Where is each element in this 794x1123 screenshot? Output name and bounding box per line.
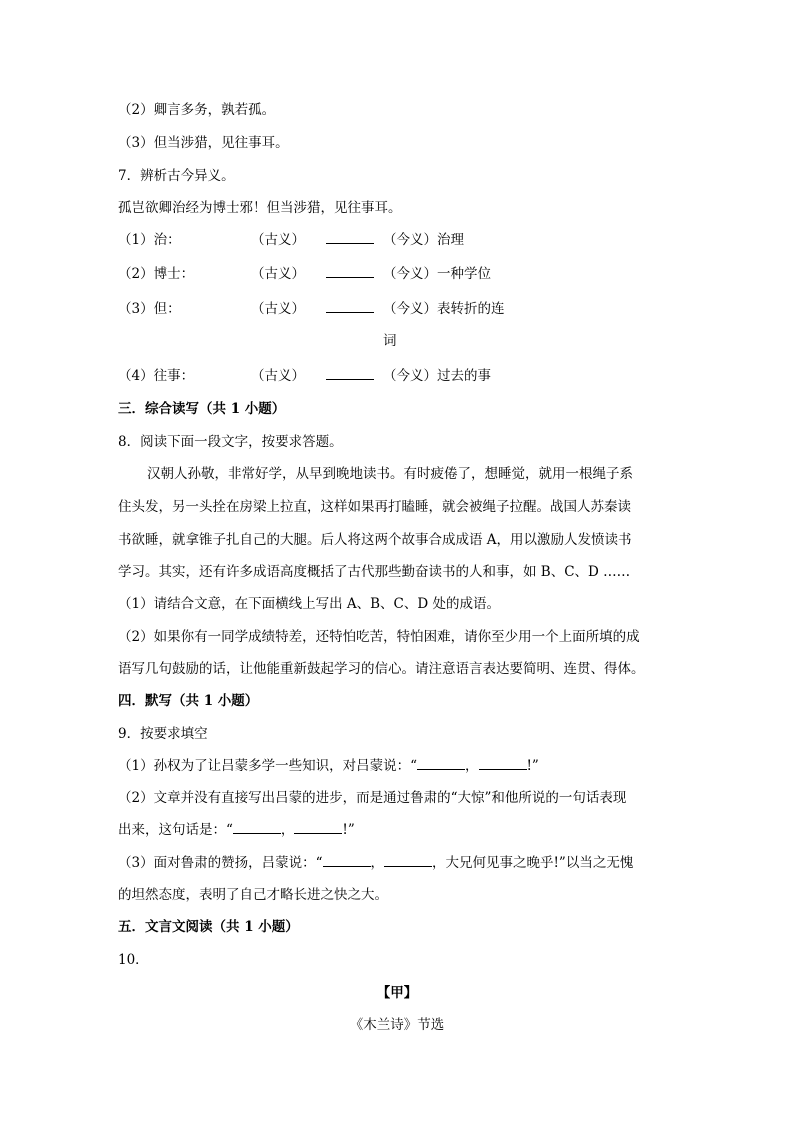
comma: ，	[280, 822, 295, 838]
q7-row-word: （3）但：	[118, 301, 181, 317]
comma: ，	[370, 855, 384, 871]
q6-item-3: （3）但当涉猎，见往事耳。	[118, 135, 289, 151]
q8-paragraph-line: 书欲睡，就拿锥子扎自己的大腿。后人将这两个故事合成成语 A，用以激励人发愤读书	[118, 532, 632, 548]
q9-sub-3	[118, 854, 633, 872]
q9-sub-3-cont: 的坦然态度，表明了自己才略长进之快之大。	[118, 887, 388, 903]
q10-number: 10．	[118, 952, 149, 968]
q9-sub-1-text: （1）孙权为了让吕蒙多学一些知识，对吕蒙说：“	[118, 758, 417, 774]
answer-blank[interactable]	[384, 854, 432, 867]
q9-title: 9．按要求填空	[118, 726, 208, 742]
q9-sub-1	[118, 757, 539, 775]
q8-sub-2-cont: 语写几句鼓励的话，让他能重新鼓起学习的信心。请注意语言表达要简明、连贯、得体。	[118, 661, 645, 677]
answer-blank[interactable]	[326, 265, 374, 278]
answer-blank[interactable]	[294, 821, 342, 834]
answer-blank[interactable]	[326, 231, 374, 244]
q7-row-gu: （古义）	[251, 232, 305, 248]
q9-sub-3-tail: ，大兄何见事之晚乎!”以当之无愧	[432, 855, 634, 871]
q7-row-jin-cont: 词	[383, 333, 397, 349]
section-5-heading: 五．文言文阅读（共 1 小题）	[118, 919, 299, 935]
answer-blank[interactable]	[326, 367, 374, 380]
closing-quote: !”	[526, 758, 539, 774]
q9-sub-3-text: （3）面对鲁肃的赞扬，吕蒙说：“	[118, 855, 323, 871]
q8-paragraph-line: 学习。其实，还有许多成语高度概括了古代那些勤奋读书的人和事，如 B、C、D ……	[118, 564, 631, 580]
q8-sub-2: （2）如果你有一同学成绩特差，还特怕吃苦，特怕困难，请你至少用一个上面所填的成	[118, 629, 640, 645]
comma: ，	[465, 758, 479, 774]
q8-paragraph-line: 住头发，另一头拴在房梁上拉直，这样如果再打瞌睡，就会被绳子拉醒。战国人苏秦读	[118, 499, 631, 515]
q9-sub-2-cont	[118, 821, 355, 839]
answer-blank[interactable]	[417, 757, 465, 770]
q7-row-jin: （今义）治理	[383, 232, 464, 248]
answer-blank[interactable]	[479, 757, 527, 770]
answer-blank[interactable]	[233, 821, 281, 834]
q7-row-gu: （古义）	[251, 368, 305, 384]
q7-row-jin: （今义）表转折的连	[383, 301, 505, 317]
q7-row-word: （2）博士：	[118, 266, 195, 282]
answer-blank[interactable]	[323, 854, 371, 867]
q8-paragraph-line: 汉朝人孙敬，非常好学，从早到晚地读书。有时疲倦了，想睡觉，就用一根绳子系	[147, 466, 633, 482]
passage-jia-label: 【甲】	[376, 985, 418, 1001]
q8-sub-1: （1）请结合文意，在下面横线上写出 A、B、C、D 处的成语。	[118, 596, 500, 612]
answer-blank[interactable]	[326, 300, 374, 313]
closing-quote: !”	[342, 822, 355, 838]
poem-title: 《木兰诗》节选	[349, 1017, 445, 1033]
q7-row-gu: （古义）	[251, 266, 305, 282]
q7-title: 7．辨析古今异义。	[118, 168, 235, 184]
q9-sub-2-text: 出来，这句话是：“	[118, 822, 233, 838]
q7-row-jin: （今义）一种学位	[383, 266, 491, 282]
section-3-heading: 三．综合读写（共 1 小题）	[118, 401, 286, 417]
q7-row-jin: （今义）过去的事	[383, 368, 491, 384]
q7-row-word: （1）治：	[118, 232, 181, 248]
q8-title: 8．阅读下面一段文字，按要求答题。	[118, 434, 343, 450]
q7-row-word: （4）往事：	[118, 368, 195, 384]
q9-sub-2: （2）文章并没有直接写出吕蒙的进步，而是通过鲁肃的“大惊”和他所说的一句话表现	[118, 790, 627, 806]
q7-row-gu: （古义）	[251, 301, 305, 317]
q7-sentence: 孤岂欲卿治经为博士邪！但当涉猎，见往事耳。	[118, 200, 402, 216]
section-4-heading: 四．默写（共 1 小题）	[118, 693, 259, 709]
q6-item-2: （2）卿言多务，孰若孤。	[118, 102, 276, 118]
